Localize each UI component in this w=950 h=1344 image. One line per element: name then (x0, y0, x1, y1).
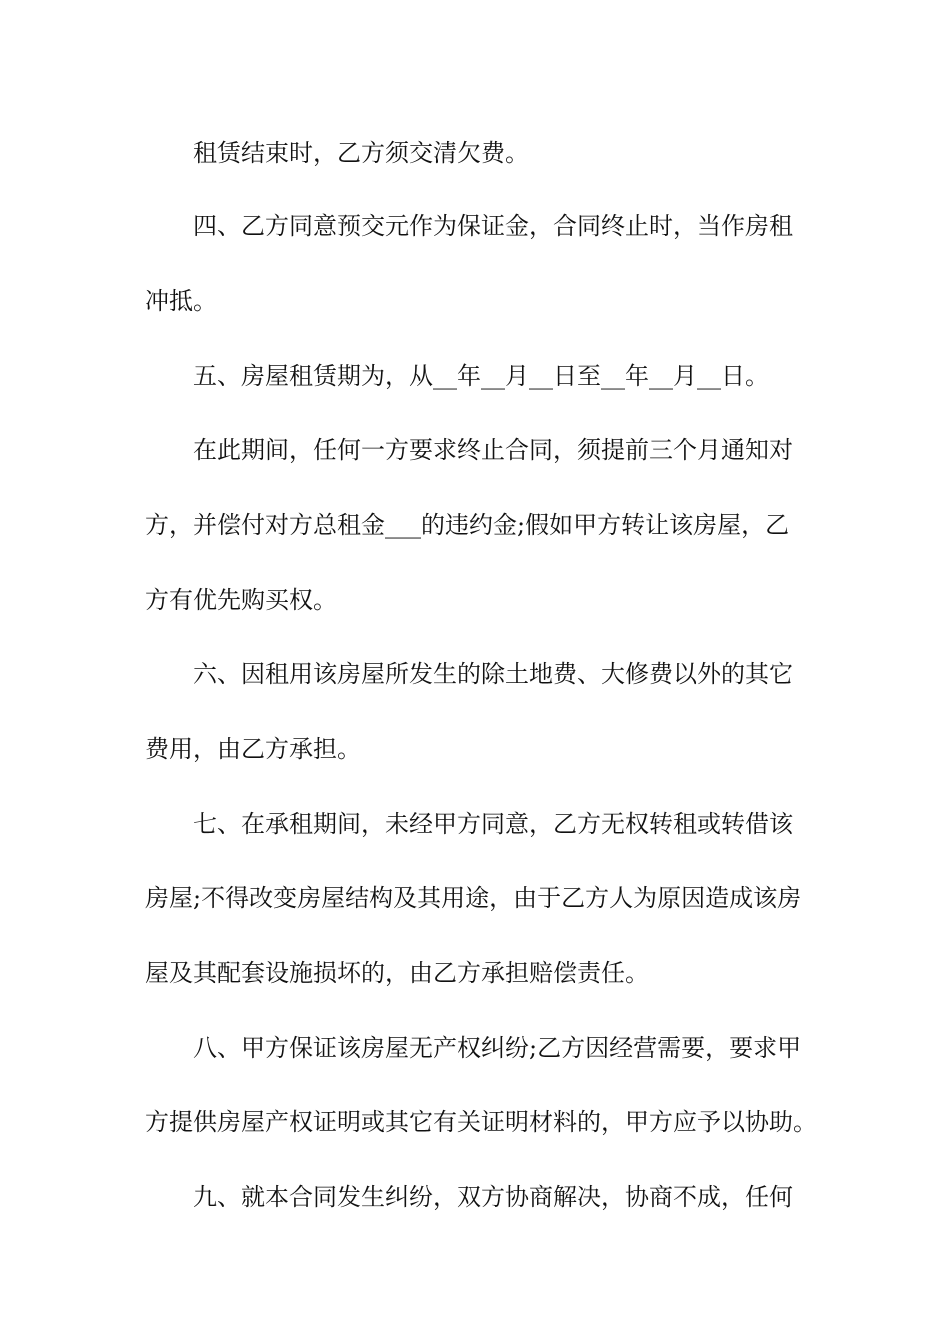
line-text: 方有优先购买权。 (145, 586, 337, 614)
line-text: 六、因租用该房屋所发生的除土地费、大修费以外的其它 (193, 660, 793, 688)
text-line (0, 505, 950, 545)
text-line (0, 281, 950, 321)
line-text: 冲抵。 (145, 287, 217, 315)
text-line (0, 1028, 950, 1068)
text-line (0, 729, 950, 769)
line-text: 租赁结束时，乙方须交清欠费。 (193, 139, 529, 167)
line-text: 在此期间，任何一方要求终止合同，须提前三个月通知对 (193, 436, 793, 464)
text-line (0, 654, 950, 694)
text-line (0, 953, 950, 993)
line-text: 屋及其配套设施损坏的，由乙方承担赔偿责任。 (145, 959, 649, 987)
line-text: 房屋;不得改变房屋结构及其用途，由于乙方人为原因造成该房 (145, 884, 802, 912)
text-line (0, 133, 950, 173)
text-line (0, 206, 950, 246)
line-text: 费用，由乙方承担。 (145, 735, 361, 763)
text-line (0, 804, 950, 844)
line-text: 九、就本合同发生纠纷，双方协商解决，协商不成，任何 (193, 1183, 793, 1211)
text-line (0, 356, 950, 396)
line-text: 八、甲方保证该房屋无产权纠纷;乙方因经营需要，要求甲 (193, 1034, 802, 1062)
line-text: 七、在承租期间，未经甲方同意，乙方无权转租或转借该 (193, 810, 793, 838)
text-line (0, 878, 950, 918)
line-text: 方，并偿付对方总租金___的违约金;假如甲方转让该房屋，乙 (145, 511, 790, 539)
text-line (0, 1102, 950, 1142)
text-line (0, 580, 950, 620)
line-text: 四、乙方同意预交元作为保证金，合同终止时，当作房租 (193, 212, 793, 240)
text-line (0, 430, 950, 470)
line-text: 方提供房屋产权证明或其它有关证明材料的，甲方应予以协助。 (145, 1108, 817, 1136)
text-line (0, 1177, 950, 1217)
line-text: 五、房屋租赁期为，从__年__月__日至__年__月__日。 (193, 362, 769, 390)
